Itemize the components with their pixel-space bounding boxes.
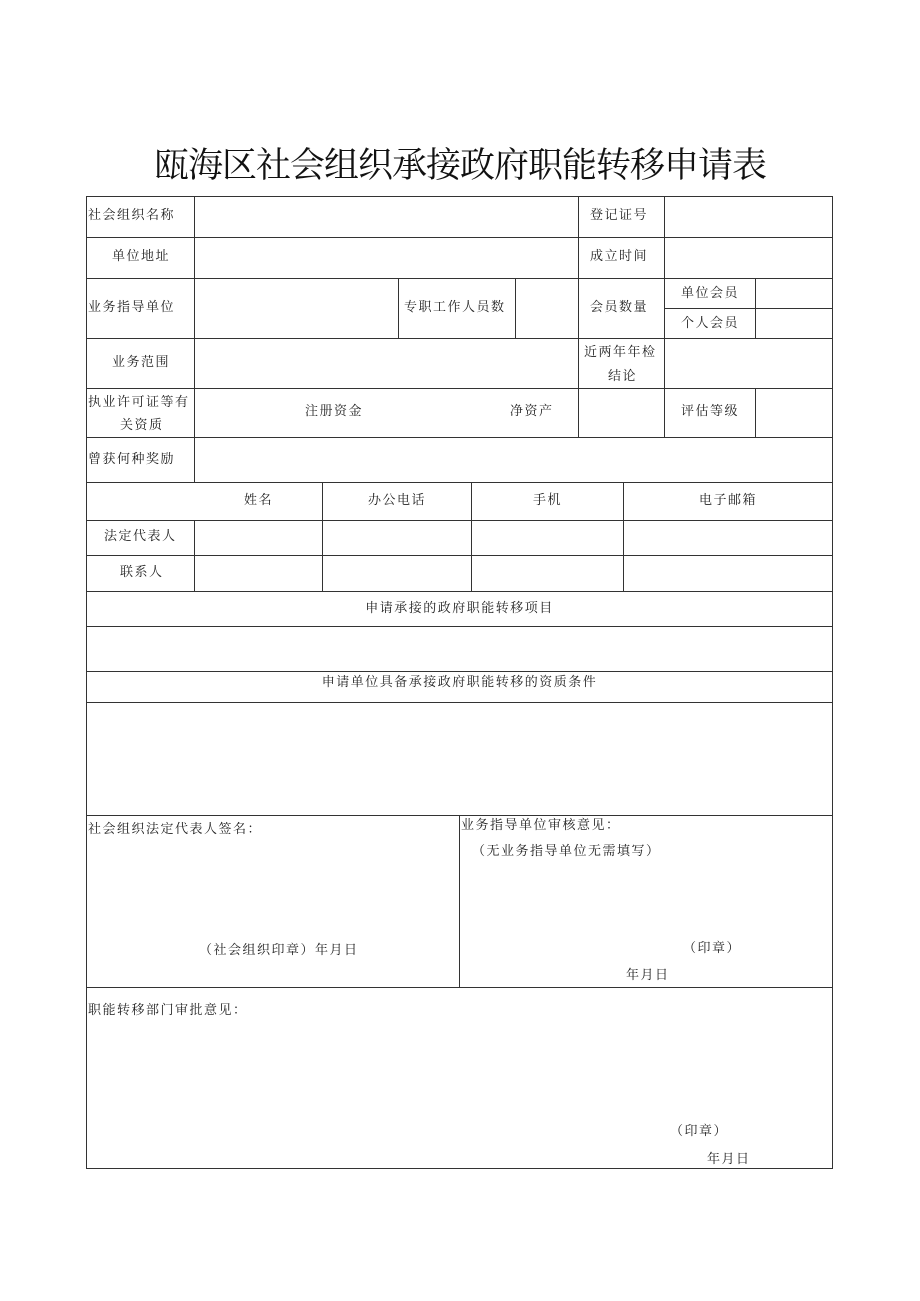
legal-rep-email-input[interactable] [624,521,832,555]
net-assets-input[interactable] [579,389,664,437]
address-input[interactable] [195,238,578,278]
supervisor-opinion-label: 业务指导单位审核意见： [461,818,621,833]
project-heading: 申请承接的政府职能转移项目 [365,601,554,616]
contact-person-label: 联系人 [120,565,164,580]
individual-member-input[interactable] [756,309,832,338]
row-line [86,388,833,389]
row-line [86,591,833,592]
contact-mobile-input[interactable] [472,556,623,591]
contact-name-input[interactable] [195,556,322,591]
row-line [86,987,833,988]
header-mobile: 手机 [532,493,562,508]
row-line [86,482,833,483]
unit-member-label: 单位会员 [681,286,740,301]
supervisor-label: 业务指导单位 [88,300,176,315]
org-name-label: 社会组织名称 [88,208,176,223]
dept-date: 年月日 [707,1152,751,1167]
header-office-phone: 办公电话 [367,493,426,508]
col-line [832,196,833,1169]
dept-approval-label: 职能转移部门审批意见： [88,1003,248,1018]
annual-check-label-1: 近两年年检 [584,345,657,360]
contact-office-phone-input[interactable] [323,556,471,591]
registered-capital-label: 注册资金 [305,404,364,419]
org-name-input[interactable] [195,197,578,237]
founded-label: 成立时间 [590,249,649,264]
annual-check-input[interactable] [665,339,832,388]
legal-rep-office-phone-input[interactable] [323,521,471,555]
annual-check-label-2: 结论 [608,369,638,384]
supervisor-input[interactable] [195,279,398,338]
address-label: 单位地址 [112,249,171,264]
awards-label: 曾获何种奖励 [88,452,176,467]
contact-email-input[interactable] [624,556,832,591]
individual-member-label: 个人会员 [681,316,740,331]
col-line [459,815,460,987]
license-label-1: 执业许可证等有 [88,395,190,410]
rating-label: 评估等级 [681,404,740,419]
col-line [578,196,579,388]
supervisor-seal: （印章） [683,941,742,956]
header-name: 姓名 [243,493,273,508]
form-title: 瓯海区社会组织承接政府职能转移申请表 [153,146,766,186]
qualification-input[interactable] [87,703,832,815]
org-seal-date: （社会组织印章）年月日 [199,943,359,958]
member-count-label: 会员数量 [590,300,649,315]
reg-no-input[interactable] [665,197,832,237]
awards-input[interactable] [195,438,832,482]
fulltime-staff-label: 专职工作人员数 [404,300,506,315]
net-assets-label: 净资产 [510,404,554,419]
legal-rep-mobile-input[interactable] [472,521,623,555]
supervisor-note: （无业务指导单位无需填写） [472,844,661,859]
unit-member-input[interactable] [756,279,832,308]
qualification-heading: 申请单位具备承接政府职能转移的资质条件 [321,675,598,690]
rating-input[interactable] [756,389,832,437]
project-input[interactable] [87,627,832,671]
legal-rep-label: 法定代表人 [104,529,177,544]
supervisor-date: 年月日 [626,968,670,983]
col-line [398,278,399,338]
scope-label: 业务范围 [112,355,171,370]
fulltime-staff-input[interactable] [516,279,578,338]
scope-input[interactable] [195,339,578,388]
header-email: 电子邮箱 [698,493,757,508]
dept-seal: （印章） [670,1124,729,1139]
license-label-2: 关资质 [120,418,164,433]
rep-signature-label: 社会组织法定代表人签名： [88,822,263,837]
legal-rep-name-input[interactable] [195,521,322,555]
founded-input[interactable] [665,238,832,278]
reg-no-label: 登记证号 [590,208,649,223]
